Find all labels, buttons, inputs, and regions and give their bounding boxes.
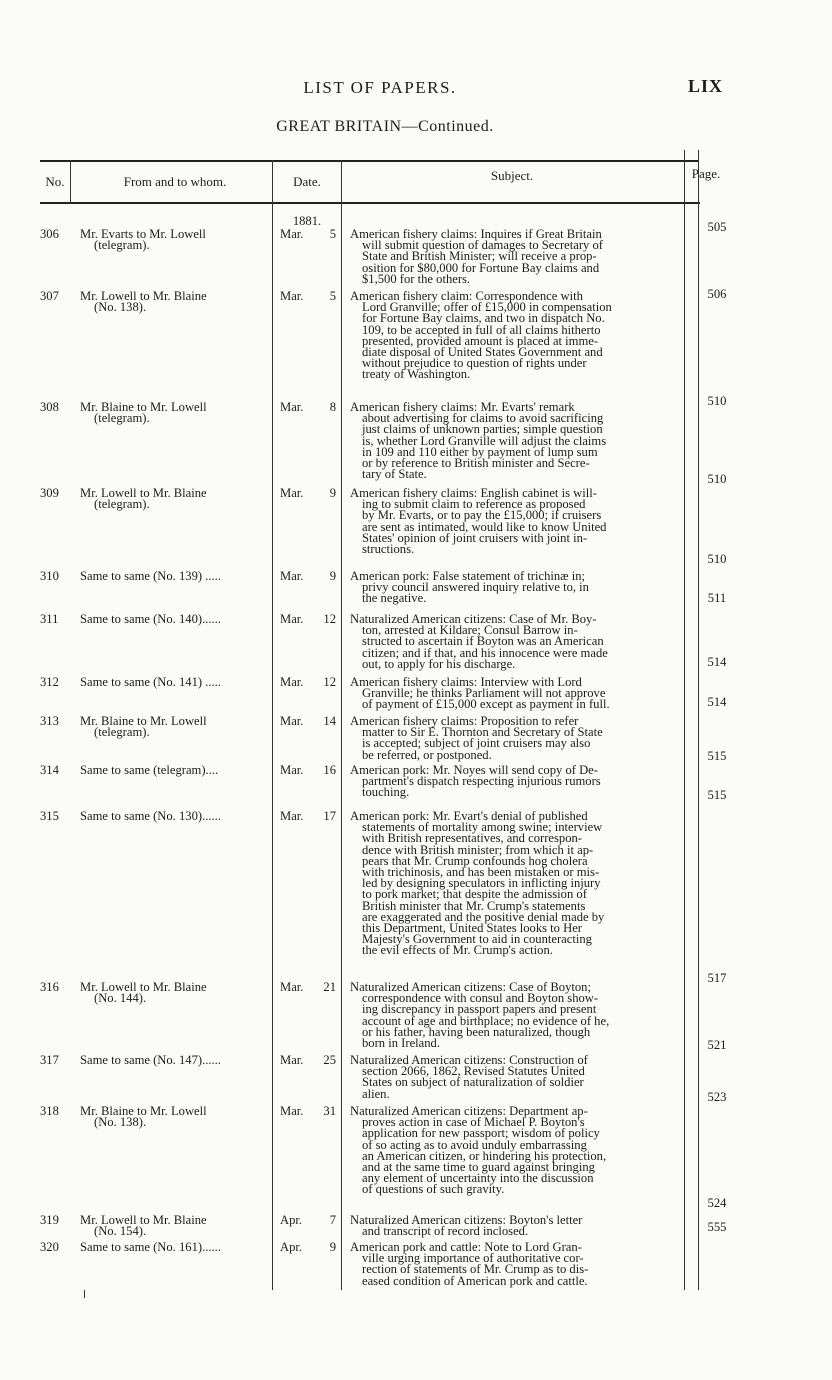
paper-number: 320 — [40, 1240, 59, 1254]
subject-line: Majesty's Government to aid in counteracting — [362, 932, 592, 947]
date-cell — [280, 677, 336, 688]
subject-line: be referred, or postponed. — [362, 747, 492, 762]
subject-line: treaty of Washington. — [362, 367, 471, 382]
date-cell — [280, 229, 336, 240]
subject-line: ton, arrested at Kildare; Consul Barrow in- — [362, 623, 578, 638]
subject-line: with trichinosis, and has been mistaken or mis- — [362, 865, 600, 880]
from-line: Same to same (No. 139) ..... — [80, 569, 221, 583]
subject-line: ing discrepancy in passport papers and present — [362, 1002, 597, 1017]
date-day: 5 — [329, 227, 336, 241]
subject-cell — [350, 765, 684, 799]
date-month: Apr. — [280, 1240, 303, 1254]
date-month: Mar. — [280, 675, 304, 689]
paper-number: 306 — [40, 227, 59, 241]
date-day: 14 — [323, 714, 336, 728]
from-line: Same to same (No. 161)...... — [80, 1240, 221, 1254]
subject-line: American fishery claims: Interview with Lord — [350, 675, 582, 689]
subject-line: American fishery claims: English cabinet is will- — [350, 486, 597, 500]
from-line: Mr. Blaine to Mr. Lowell — [80, 400, 207, 414]
date-cell — [280, 614, 336, 625]
from-line: (No. 138). — [94, 1115, 147, 1130]
date-day: 31 — [323, 1104, 336, 1118]
subject-line: the negative. — [362, 591, 427, 606]
subject-line: of questions of such gravity. — [362, 1182, 505, 1197]
subject-cell — [350, 291, 684, 381]
from-and-to-cell — [80, 1242, 280, 1253]
paper-number: 315 — [40, 809, 59, 823]
from-line: Same to same (No. 147)...... — [80, 1053, 221, 1067]
date-month: Mar. — [280, 486, 304, 500]
column-header-from: From and to whom. — [123, 174, 227, 189]
subject-line: Naturalized American citizens: Case of Mr. Boy- — [350, 612, 597, 626]
subject-line: in 109 and 110 either by payment of lump sum — [362, 444, 598, 459]
subject-cell — [350, 614, 684, 670]
subject-cell — [350, 1106, 684, 1196]
date-cell — [280, 811, 336, 822]
page-reference: 521 — [707, 1038, 727, 1052]
date-month: Mar. — [280, 612, 304, 626]
subject-line: structed to ascertain if Boyton was an American — [362, 634, 604, 649]
from-line: Mr. Evarts to Mr. Lowell — [80, 227, 206, 241]
subject-line: just claims of unknown parties; simple question — [362, 422, 603, 437]
date-cell — [280, 291, 336, 302]
date-cell — [280, 402, 336, 413]
subject-line: American pork: Mr. Noyes will send copy of De- — [350, 763, 598, 777]
page-reference: 515 — [707, 788, 727, 802]
subject-line: is, whether Lord Granville will adjust the claims — [362, 433, 607, 448]
from-and-to-cell — [80, 1055, 280, 1066]
subject-line: an American citizen, or hindering his protection, — [362, 1148, 607, 1163]
subject-line: $1,500 for the others. — [362, 271, 471, 286]
from-line: Mr. Lowell to Mr. Blaine — [80, 980, 207, 994]
subject-line: presented, provided amount is placed at imme- — [362, 333, 599, 348]
date-cell — [280, 1242, 336, 1253]
subject-line: touching. — [362, 785, 410, 800]
from-line: Mr. Lowell to Mr. Blaine — [80, 486, 207, 500]
table-top-rule — [40, 160, 698, 162]
date-day: 9 — [329, 486, 336, 500]
page-reference: 505 — [707, 220, 727, 234]
from-and-to-cell — [80, 982, 280, 1004]
date-cell — [280, 571, 336, 582]
date-day: 25 — [323, 1053, 336, 1067]
subject-line: osition for $80,000 for Fortune Bay claims and — [362, 260, 600, 275]
subject-line: or his father, having been naturalized, though — [362, 1024, 591, 1039]
page-reference: 524 — [707, 1196, 727, 1210]
subject-line: section 2066, 1862, Revised Statutes United — [362, 1064, 585, 1079]
subject-line: are sent as intimated, would like to know United — [362, 519, 607, 534]
column-header-page: Page. — [691, 166, 721, 181]
from-line: (telegram). — [94, 497, 150, 512]
page-reference: 510 — [707, 472, 727, 486]
subject-line: of payment of £15,000 except as payment in full. — [362, 697, 610, 712]
paper-number: 312 — [40, 675, 59, 689]
paper-number: 314 — [40, 763, 59, 777]
from-and-to-cell — [80, 765, 280, 776]
from-and-to-cell — [80, 716, 280, 738]
date-day: 7 — [329, 1213, 336, 1227]
subject-line: of so acting as to avoid unduly embarrassing — [362, 1137, 587, 1152]
column-divider — [698, 150, 699, 1290]
date-cell — [280, 982, 336, 993]
page-reference: 517 — [707, 971, 727, 985]
subject-cell — [350, 811, 684, 957]
subject-line: American fishery claims: Inquires if Great Britain — [350, 227, 602, 241]
from-and-to-cell — [80, 614, 280, 625]
page-reference: 523 — [707, 1090, 727, 1104]
subject-line: and at the same time to guard against bringing — [362, 1160, 595, 1175]
from-line: (telegram). — [94, 238, 150, 253]
subject-line: out, to apply for his discharge. — [362, 656, 516, 671]
subject-line: American fishery claims: Proposition to refer — [350, 714, 579, 728]
date-month: Mar. — [280, 1104, 304, 1118]
subject-line: ing to submit claim to reference as proposed — [362, 497, 586, 512]
subject-cell — [350, 982, 684, 1049]
from-line: (telegram). — [94, 725, 150, 740]
subject-line: 109, to be accepted in full of all claims hitherto — [362, 322, 601, 337]
from-line: Same to same (telegram).... — [80, 763, 219, 777]
from-and-to-cell — [80, 677, 280, 688]
date-month: Mar. — [280, 714, 304, 728]
page-reference: 510 — [707, 552, 727, 566]
date-day: 12 — [323, 675, 336, 689]
column-divider — [684, 150, 685, 1290]
from-line: Mr. Blaine to Mr. Lowell — [80, 1104, 207, 1118]
subject-line: or by reference to British minister and Secre- — [362, 456, 590, 471]
subject-line: this Department, United States looks to Her — [362, 921, 583, 936]
from-line: Mr. Blaine to Mr. Lowell — [80, 714, 207, 728]
subject-line: pears that Mr. Crump confounds hog cholera — [362, 853, 588, 868]
paper-number: 319 — [40, 1213, 59, 1227]
date-month: Mar. — [280, 569, 304, 583]
subject-line: any element of uncertainty into the discussion — [362, 1171, 594, 1186]
paper-number: 308 — [40, 400, 59, 414]
from-and-to-cell — [80, 1215, 280, 1237]
subject-line: ville urging importance of authoritative cor- — [362, 1251, 584, 1266]
subject-line: States on subject of naturalization of soldier — [362, 1075, 584, 1090]
subject-line: privy council answered inquiry relative to, in — [362, 580, 589, 595]
subject-line: are exaggerated and the positive denial made by — [362, 909, 605, 924]
subject-line: State and British Minister; will receive a prop- — [362, 249, 597, 264]
subject-line: American pork: Mr. Evart's denial of published — [350, 809, 588, 823]
subject-line: with British representatives, and correspon- — [362, 831, 582, 846]
subject-line: Granville; he thinks Parliament will not approve — [362, 686, 606, 701]
from-line: (No. 138). — [94, 300, 147, 315]
from-line: Same to same (No. 141) ..... — [80, 675, 221, 689]
from-line: Mr. Lowell to Mr. Blaine — [80, 289, 207, 303]
subject-line: Naturalized American citizens: Construction of — [350, 1053, 588, 1067]
subject-line: proves action in case of Michael P. Boyton's — [362, 1115, 585, 1130]
subject-line: Naturalized American citizens: Boyton's letter — [350, 1213, 583, 1227]
from-and-to-cell — [80, 571, 280, 582]
subject-line: Naturalized American citizens: Department ap- — [350, 1104, 588, 1118]
subject-line: partment's dispatch respecting injurious rumors — [362, 774, 601, 789]
subject-line: without prejudice to question of rights under — [362, 356, 587, 371]
subject-cell — [350, 229, 684, 285]
paper-number: 318 — [40, 1104, 59, 1118]
subject-line: and transcript of record inclosed. — [362, 1224, 529, 1239]
paper-number: 316 — [40, 980, 59, 994]
column-header-date: Date. — [293, 174, 321, 189]
date-month: Mar. — [280, 227, 304, 241]
subject-line: citizen; and if that, and his innocence were made — [362, 645, 608, 660]
column-divider — [70, 160, 71, 204]
from-and-to-cell — [80, 811, 280, 822]
date-month: Mar. — [280, 763, 304, 777]
column-divider — [84, 1290, 85, 1298]
subject-cell — [350, 1215, 684, 1237]
page-number: LIX — [688, 76, 724, 96]
subject-cell — [350, 677, 684, 711]
subject-line: correspondence with consul and Boyton show- — [362, 991, 599, 1006]
subject-line: alien. — [362, 1086, 390, 1101]
subject-line: about advertising for claims to avoid sacrificing — [362, 411, 604, 426]
date-month: Mar. — [280, 1053, 304, 1067]
page-reference: 514 — [707, 655, 727, 669]
from-line: Same to same (No. 130)...... — [80, 809, 221, 823]
from-and-to-cell — [80, 229, 280, 251]
subject-cell — [350, 1242, 684, 1287]
subject-line: born in Ireland. — [362, 1036, 440, 1051]
page-reference: 555 — [707, 1220, 727, 1234]
date-month: Apr. — [280, 1213, 303, 1227]
subject-line: American pork: False statement of trichinæ in; — [350, 569, 586, 583]
date-day: 21 — [323, 980, 336, 994]
paper-number: 311 — [40, 612, 59, 626]
column-header-subject: Subject. — [490, 168, 534, 183]
column-divider — [341, 160, 342, 1290]
date-cell — [280, 765, 336, 776]
date-cell — [280, 1106, 336, 1117]
date-month: Mar. — [280, 809, 304, 823]
subject-line: American fishery claims: Mr. Evarts' remark — [350, 400, 575, 414]
page-reference: 515 — [707, 749, 727, 763]
section-title: GREAT BRITAIN—Continued. — [276, 118, 494, 135]
from-and-to-cell — [80, 291, 280, 313]
subject-line: tary of State. — [362, 467, 427, 482]
subject-line: the evil effects of Mr. Crump's action. — [362, 943, 553, 958]
subject-line: by Mr. Evarts, or to pay the £15,000; if cruisers — [362, 508, 602, 523]
table-header-rule — [40, 202, 700, 204]
subject-line: for Fortune Bay claims, and two in dispatch No. — [362, 311, 605, 326]
subject-line: will submit question of damages to Secretary of — [362, 238, 603, 253]
subject-line: Naturalized American citizens: Case of Boyton; — [350, 980, 591, 994]
paper-number: 310 — [40, 569, 59, 583]
paper-number: 307 — [40, 289, 59, 303]
from-line: (telegram). — [94, 411, 150, 426]
subject-cell — [350, 402, 684, 480]
subject-line: application for new passport; wisdom of policy — [362, 1126, 600, 1141]
subject-line: matter to Sir E. Thornton and Secretary of State — [362, 725, 603, 740]
date-cell — [280, 1215, 336, 1226]
date-day: 17 — [323, 809, 336, 823]
paper-number: 317 — [40, 1053, 59, 1067]
date-cell — [280, 716, 336, 727]
subject-line: American fishery claim: Correspondence with — [350, 289, 583, 303]
column-header-no: No. — [45, 174, 65, 189]
date-day: 9 — [329, 1240, 336, 1254]
subject-line: rection of statements of Mr. Crump as to dis- — [362, 1262, 589, 1277]
subject-cell — [350, 1055, 684, 1100]
paper-number: 309 — [40, 486, 59, 500]
subject-line: account of age and birthplace; no evidence of he, — [362, 1013, 610, 1028]
date-year: 1881. — [292, 214, 322, 228]
subject-line: diate disposal of United States Government and — [362, 345, 603, 360]
date-month: Mar. — [280, 289, 304, 303]
from-line: Same to same (No. 140)...... — [80, 612, 221, 626]
from-and-to-cell — [80, 488, 280, 510]
from-line: Mr. Lowell to Mr. Blaine — [80, 1213, 207, 1227]
date-cell — [280, 1055, 336, 1066]
subject-line: Lord Granville; offer of £15,000 in compensation — [362, 300, 612, 315]
subject-line: States' opinion of joint cruisers with joint in- — [362, 530, 588, 545]
date-day: 16 — [323, 763, 336, 777]
subject-cell — [350, 716, 684, 761]
page-reference: 514 — [707, 695, 727, 709]
subject-line: statements of mortality among swine; interview — [362, 820, 603, 835]
date-day: 8 — [329, 400, 336, 414]
subject-line: eased condition of American pork and cattle. — [362, 1273, 588, 1288]
page-reference: 511 — [707, 591, 727, 605]
paper-number: 313 — [40, 714, 59, 728]
subject-cell — [350, 488, 684, 555]
date-day: 9 — [329, 569, 336, 583]
subject-line: is accepted; subject of joint cruisers may also — [362, 736, 591, 751]
from-and-to-cell — [80, 402, 280, 424]
date-day: 5 — [329, 289, 336, 303]
from-line: (No. 144). — [94, 991, 147, 1006]
subject-line: structions. — [362, 542, 415, 557]
subject-line: American pork and cattle: Note to Lord Gran- — [350, 1240, 582, 1254]
page-reference: 506 — [707, 287, 727, 301]
from-and-to-cell — [80, 1106, 280, 1128]
subject-line: dence with British minister; from which it ap- — [362, 842, 594, 857]
date-day: 12 — [323, 612, 336, 626]
page-reference: 510 — [707, 394, 727, 408]
date-month: Mar. — [280, 980, 304, 994]
subject-line: to pork market; that despite the admission of — [362, 887, 587, 902]
subject-line: led by designing speculators in inflicting injury — [362, 876, 601, 891]
date-cell — [280, 488, 336, 499]
page-title: LIST OF PAPERS. — [303, 78, 457, 97]
subject-line: British minister that Mr. Crump's statements — [362, 898, 586, 913]
date-month: Mar. — [280, 400, 304, 414]
subject-cell — [350, 571, 684, 605]
from-line: (No. 154). — [94, 1224, 147, 1239]
